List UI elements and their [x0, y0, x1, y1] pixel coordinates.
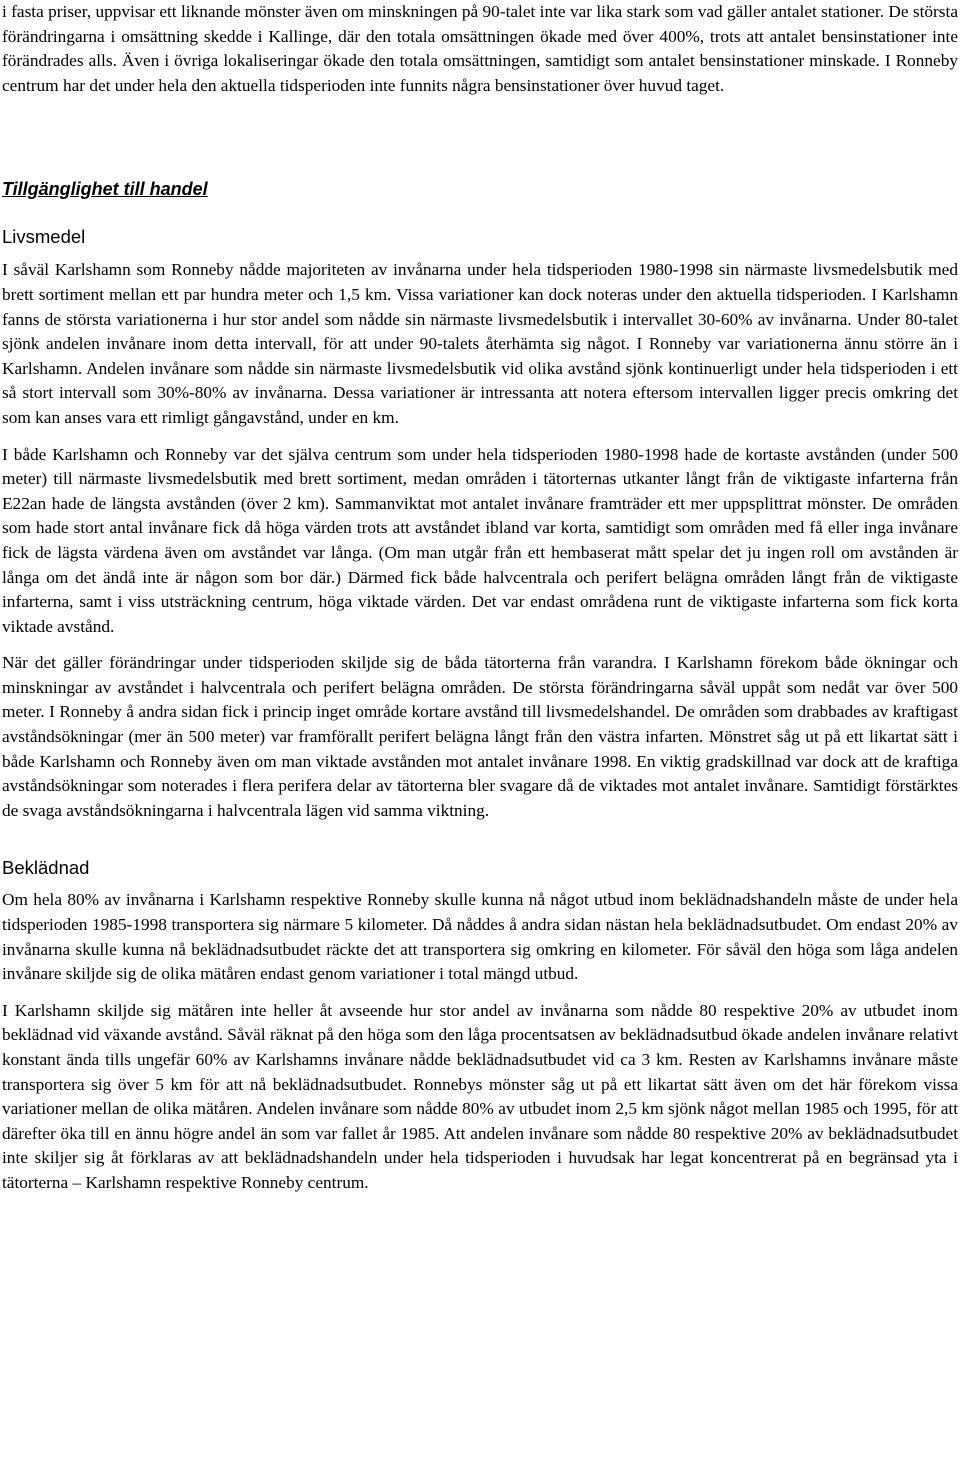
livsmedel-paragraph-1: I såväl Karlshamn som Ronneby nådde majoriteten av invånarna under hela tidsperioden 1980-1998 sin närmaste livsmedelsbutik med brett sortiment mellan ett par hundra meter och 1,5 km. Vissa variationer kan dock noteras under den aktuella tidsperioden. I Karlshamn fanns de största variationerna i hur stor andel som nådde sin närmaste livsmedelsbutik i intervallet 30-60% av invånarna. Under 80-talet sjönk andelen invånare inom detta intervall, för att under 90-talets återhämta sig något. I Ronneby var variationerna ännu större än i Karlshamn. Andelen invånare som nådde sin närmaste livsmedelsbutik vid olika avstånd sjönk kontinuerligt under hela tidsperioden i ett så stort intervall som 30%-80% av invånarna. Dessa variationer är intressanta att notera eftersom intervallen ligger precis omkring det som kan anses vara ett rimligt gångavstånd, under en km.: [2, 260, 958, 427]
intro-paragraph: i fasta priser, uppvisar ett liknande mönster även om minskningen på 90-talet inte var lika stark som vad gäller antalet stationer. De största förändringarna i omsättning skedde i Kallinge, där den totala omsättningen ökade med över 400%, trots att antalet bensinstationer inte förändrades alls. Även i övriga lokaliseringar ökade den totala omsättningen, samtidigt som antalet bensinstationer minskade. I Ronneby centrum har det under hela den aktuella tidsperioden inte funnits några bensinstationer över huvud taget.: [2, 2, 958, 95]
bekladnad-paragraph-2: I Karlshamn skiljde sig mätåren inte heller åt avseende hur stor andel av invånarna som nådde 80 respektive 20% av utbudet inom beklädnad vid växande avstånd. Såväl räknat på den höga som den låga procentsatsen av beklädnadsutbud ökade andelen invånare relativt konstant ända tills ungefär 60% av Karlshamns invånare nådde beklädnadsutbudet vid ca 3 km. Resten av Karlshamns invånare måste transportera sig över 5 km för att nå beklädnadsutbudet. Ronnebys mönster såg ut på ett likartat sätt även om det här förekom vissa variationer mellan de olika mätåren. Andelen invånare som nådde 80% av utbudet inom 2,5 km sjönk något mellan 1985 och 1995, för att därefter öka till en ännu högre andel än som var fallet år 1985. Att andelen invånare som nådde 80 respektive 20% av beklädnadsutbudet inte skiljer sig åt förklaras av att beklädnadshandeln under hela tidsperioden i huvudsak har legat koncentrerat på en begränsad yta i tätorterna – Karlshamn respektive Ronneby centrum.: [2, 1000, 958, 1192]
livsmedel-heading: Livsmedel: [2, 226, 86, 248]
livsmedel-paragraph-3: När det gäller förändringar under tidsperioden skiljde sig de båda tätorterna från varandra. I Karlshamn förekom både ökningar och minskningar av avståndet i halvcentrala och perifert belägna områden. De största förändringarna såväl uppåt som nedåt var över 500 meter. I Ronneby å andra sidan fick i princip inget område kortare avstånd till livsmedelshandel. De områden som drabbades av kraftigast avståndsökningar (mer än 500 meter) var framförallt perifert belägna långt från den västra infarten. Mönstret såg ut på ett likartat sätt i både Karlshamn och Ronneby även om man viktade avstånden mot antalet invånare 1998. En viktig gradskillnad var dock att de kraftiga avståndsökningar som noterades i flera perifera delar av tätorterna bler svagare då de viktades mot antalet invånare. Samtidigt förstärktes de svaga avståndsökningarna i halvcentrala lägen vid samma viktning.: [2, 653, 958, 820]
bekladnad-paragraph-1: Om hela 80% av invånarna i Karlshamn respektive Ronneby skulle kunna nå något utbud inom beklädnadshandeln måste de under hela tidsperioden 1985-1998 transportera sig närmare 5 kilometer. Då nåddes å andra sidan nästan hela beklädnadsutbudet. Om endast 20% av invånarna skulle kunna nå beklädnadsutbudet räckte det att transportera sig omkring en kilometer. För såväl den höga som låga andelen invånare skiljde sig de olika mätåren endast genom variationer i total mängd utbud.: [2, 890, 958, 984]
section-heading: Tillgänglighet till handel: [2, 179, 208, 200]
livsmedel-paragraph-2: I både Karlshamn och Ronneby var det själva centrum som under hela tidsperioden 1980-1998 hade de kortaste avstånden (under 500 meter) till närmaste livsmedelsbutik med brett sortiment, medan områden i tätorternas utkanter långt från de viktigaste infarterna från E22an hade de längsta avstånden (över 2 km). Sammanviktat mot antalet invånare framträder ett mer uppsplittrat mönster. De områden som hade stort antal invånare fick då höga värden trots att avståndet ibland var korta, samtidigt som områden med få eller inga invånare fick de lägsta värdena även om avståndet var långa. (Om man utgår från ett hembaserat mått spelar det ju ingen roll om avstånden är långa om det ändå inte är någon som bor där.) Därmed fick både halvcentrala och perifert belägna områden långt från de viktigaste infarterna, samt i viss utsträckning centrum, höga viktade värden. Det var endast områdena runt de viktigaste infarterna som fick korta viktade avstånd.: [2, 444, 958, 636]
bekladnad-heading: Beklädnad: [2, 857, 90, 879]
